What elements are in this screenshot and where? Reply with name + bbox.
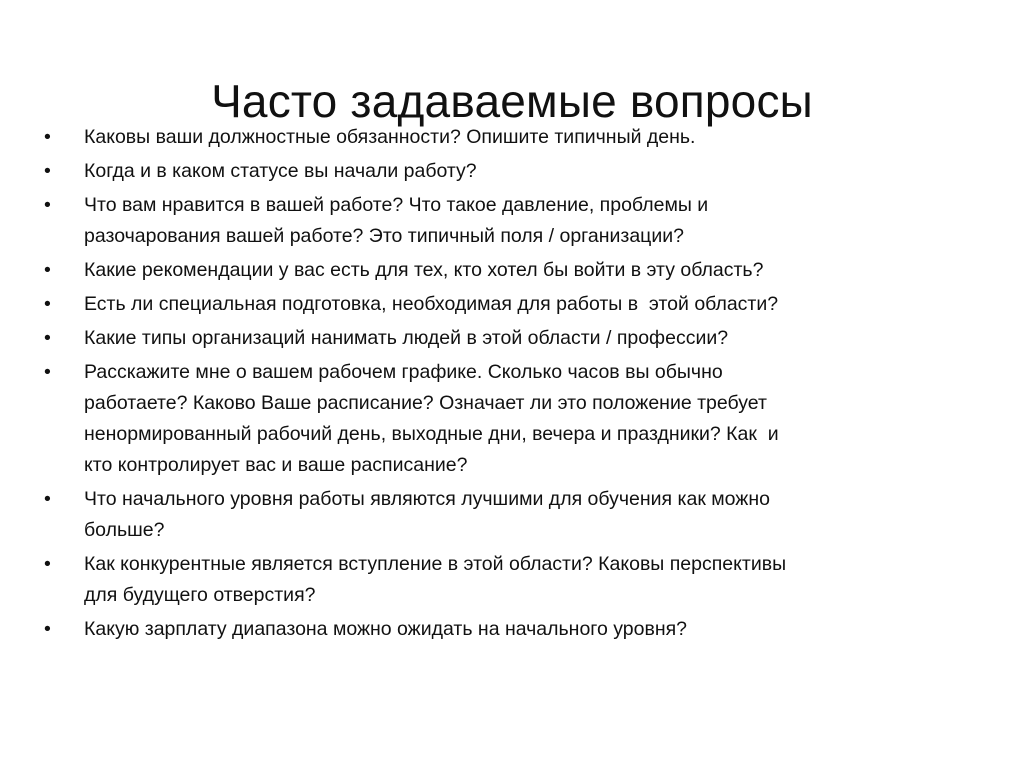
list-item (44, 549, 964, 611)
bullet-icon: • (44, 126, 51, 148)
question-text: Какие рекомендации у вас есть для тех, кто хотел бы войти в эту область? (84, 259, 764, 281)
question-text: Что начального уровня работы являются лучшими для обучения как можно больше? (84, 488, 770, 541)
list-item (44, 156, 964, 187)
list-item (44, 323, 964, 354)
list-item (44, 122, 964, 153)
bullet-icon: • (44, 259, 51, 281)
question-text: Когда и в каком статусе вы начали работу? (84, 160, 477, 182)
question-text: Есть ли специальная подготовка, необходимая для работы в этой области? (84, 293, 779, 315)
question-text: Каковы ваши должностные обязанности? Опишите типичный день. (84, 126, 696, 148)
list-item (44, 289, 964, 320)
bullet-icon: • (44, 618, 51, 640)
list-item (44, 484, 964, 546)
bullet-icon: • (44, 160, 51, 182)
list-item (44, 190, 964, 252)
bullet-icon: • (44, 488, 51, 510)
list-item (44, 357, 964, 481)
bullet-icon: • (44, 194, 51, 216)
bullet-icon: • (44, 553, 51, 575)
question-text: Как конкурентные является вступление в этой области? Каковы перспективы для будущего отверстия? (84, 553, 787, 606)
question-text: Какие типы организаций нанимать людей в этой области / профессии? (84, 327, 729, 349)
question-text: Что вам нравится в вашей работе? Что такое давление, проблемы и разочарования вашей работе? Это типичный поля / организации? (84, 194, 709, 247)
question-text: Расскажите мне о вашем рабочем графике. Сколько часов вы обычно работаете? Каково Ваше расписание? Означает ли это положение требует ненормированный рабочий день, выходные дни, вечера и праздники? Как и кто контролирует вас и ваше расписание? (84, 361, 779, 476)
bullet-icon: • (44, 327, 51, 349)
bullet-icon: • (44, 293, 51, 315)
question-text: Какую зарплату диапазона можно ожидать на начального уровня? (84, 618, 687, 640)
slide-title: Часто задаваемые вопросы (211, 74, 813, 127)
question-list (44, 122, 964, 648)
bullet-icon: • (44, 361, 51, 383)
list-item (44, 255, 964, 286)
list-item (44, 614, 964, 645)
